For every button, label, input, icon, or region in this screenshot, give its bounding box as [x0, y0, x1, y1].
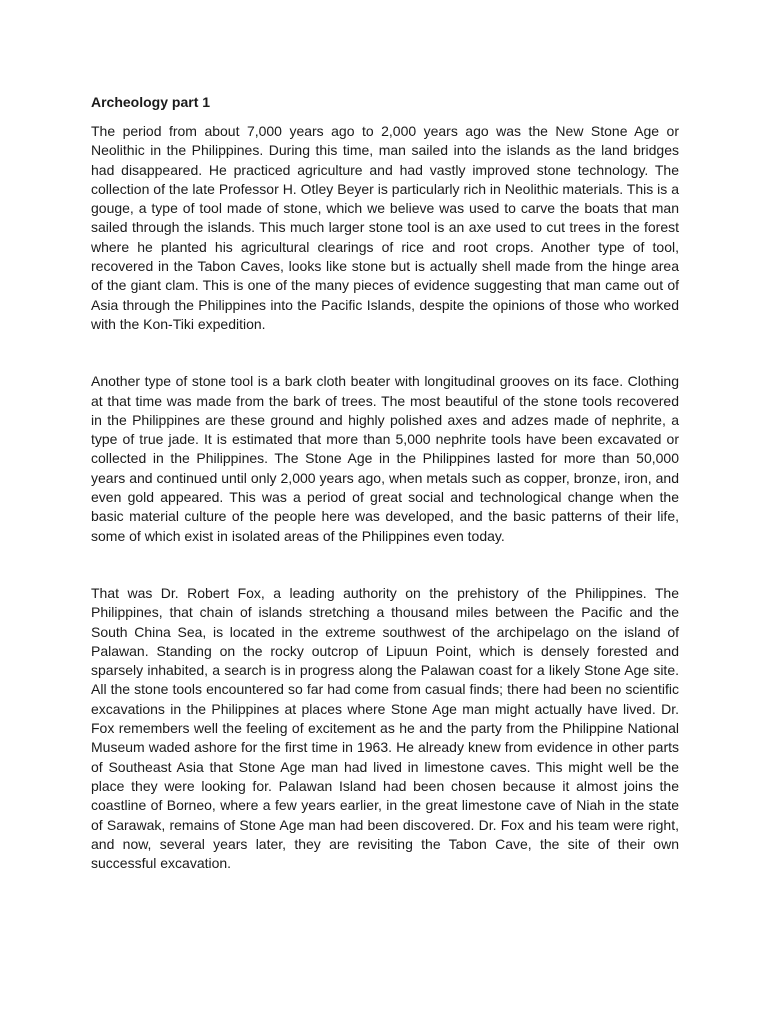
paragraph-stone-tools: Another type of stone tool is a bark cloth beater with longitudinal grooves on its face. Clothing at that time was made from the bark of trees. The most beautiful of the stone tools recovered in the Philippines are these ground and highly polished axes and adzes made of nephrite, a type of true jade. It is estimated that more than 5,000 nephrite tools have been excavated or collected in the Philippines. The Stone Age in the Philippines lasted for more than 50,000 years and continued until only 2,000 years ago, when metals such as copper, bronze, iron, and even gold appeared. This was a period of great social and technological change when the basic material culture of the people here was developed, and the basic patterns of their life, some of which exist in isolated areas of the Philippines even today. [91, 373, 679, 544]
paragraph-neolithic: The period from about 7,000 years ago to 2,000 years ago was the New Stone Age or Neolithic in the Philippines. During this time, man sailed into the islands as the land bridges had disappeared. He practiced agriculture and had vastly improved stone technology. The collection of the late Professor H. Otley Beyer is particularly rich in Neolithic materials. This is a gouge, a type of tool made of stone, which we believe was used to carve the boats that man sailed through the islands. This much larger stone tool is an axe used to cut trees in the forest where he planted his agricultural clearings of rice and root crops. Another type of tool, recovered in the Tabon Caves, looks like stone but is actually shell made from the hinge area of the giant clam. This is one of the many pieces of evidence suggesting that man came out of Asia through the Philippines into the Pacific Islands, despite the opinions of those who worked with the Kon-Tiki expedition. [91, 123, 679, 332]
paragraph-robert-fox: That was Dr. Robert Fox, a leading authority on the prehistory of the Philippines. The Philippines, that chain of islands stretching a thousand miles between the Pacific and the South China Sea, is located in the extreme southwest of the archipelago on the island of Palawan. Standing on the rocky outcrop of Lipuun Point, which is densely forested and sparsely inhabited, a search is in progress along the Palawan coast for a likely Stone Age site. All the stone tools encountered so far had come from casual finds; there had been no scientific excavations in the Philippines at places where Stone Age man might actually have lived. Dr. Fox remembers well the feeling of excitement as he and the party from the Philippine National Museum waded ashore for the first time in 1963. He already knew from evidence in other parts of Southeast Asia that Stone Age man had lived in limestone caves. This might well be the place they were looking for. Palawan Island had been chosen because it almost joins the coastline of Borneo, where a few years earlier, in the great limestone cave of Niah in the state of Sarawak, remains of Stone Age man had been discovered. Dr. Fox and his team were right, and now, several years later, they are revisiting the Tabon Cave, the site of their own successful excavation. [91, 584, 679, 872]
document-page [91, 93, 679, 873]
document-title: Archeology part 1 [91, 94, 211, 110]
